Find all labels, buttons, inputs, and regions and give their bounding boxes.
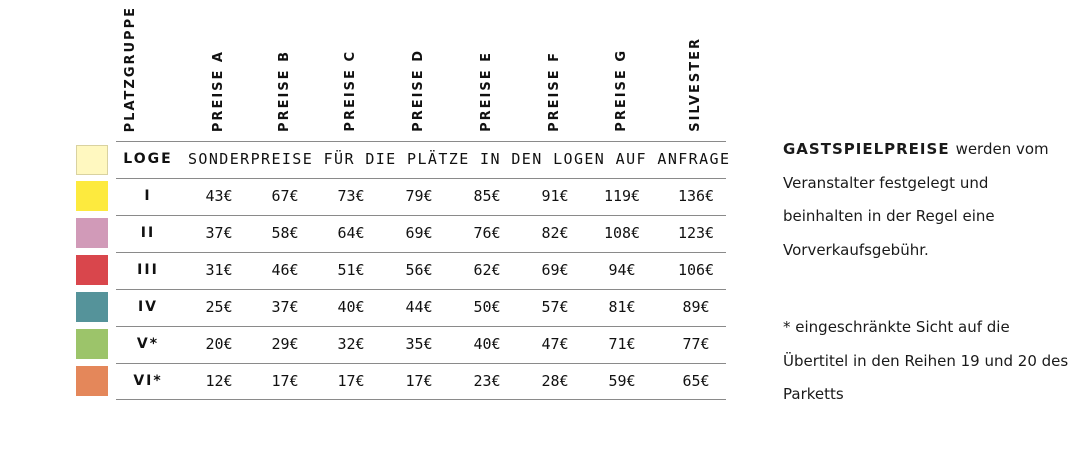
price-cell: 58€ xyxy=(271,224,299,242)
price-cell: 65€ xyxy=(682,372,710,390)
price-cell: 123€ xyxy=(677,224,715,242)
color-swatch-loge xyxy=(76,145,108,175)
row-label: I xyxy=(144,188,152,204)
price-cell: 57€ xyxy=(541,298,569,316)
row-label: III xyxy=(137,262,159,278)
price-cell: 29€ xyxy=(271,335,299,353)
footnote: * eingeschränkte Sicht auf die Übertitel in den Reihen 19 und 20 des Parketts xyxy=(783,318,1069,403)
price-cell: 25€ xyxy=(205,298,233,316)
price-cell: 56€ xyxy=(405,261,433,279)
price-cell: 76€ xyxy=(473,224,501,242)
table-divider xyxy=(116,252,726,253)
row-label-loge: LOGE xyxy=(123,151,173,167)
price-cell: 43€ xyxy=(205,187,233,205)
price-cell: 28€ xyxy=(541,372,569,390)
price-cell: 69€ xyxy=(541,261,569,279)
row-label: V* xyxy=(136,336,160,352)
color-swatch-group-5 xyxy=(76,329,108,359)
guest-prices-label: GASTSPIELPREISE xyxy=(783,140,950,158)
price-cell: 37€ xyxy=(271,298,299,316)
price-cell: 51€ xyxy=(337,261,365,279)
price-cell: 106€ xyxy=(677,261,715,279)
price-cell: 20€ xyxy=(205,335,233,353)
table-divider xyxy=(116,178,726,179)
price-cell: 108€ xyxy=(603,224,641,242)
column-header-preise-a: PREISE A xyxy=(211,49,226,132)
price-cell: 17€ xyxy=(405,372,433,390)
table-divider xyxy=(116,215,726,216)
price-cell: 81€ xyxy=(608,298,636,316)
price-cell: 47€ xyxy=(541,335,569,353)
guest-prices-text: werden vom Veranstalter festgelegt und beinhalten in der Regel eine Vorverkaufsgebühr. xyxy=(783,140,1049,259)
price-cell: 40€ xyxy=(473,335,501,353)
price-cell: 71€ xyxy=(608,335,636,353)
price-cell: 77€ xyxy=(682,335,710,353)
price-cell: 40€ xyxy=(337,298,365,316)
column-header-preise-e: PREISE E xyxy=(479,51,494,132)
price-cell: 79€ xyxy=(405,187,433,205)
table-divider xyxy=(116,141,726,142)
table-divider xyxy=(116,363,726,364)
price-cell: 69€ xyxy=(405,224,433,242)
column-header-silvester: SILVESTER xyxy=(688,37,703,132)
price-cell: 89€ xyxy=(682,298,710,316)
table-divider xyxy=(116,399,726,400)
color-swatch-group-2 xyxy=(76,218,108,248)
row-label: VI* xyxy=(133,373,163,389)
price-cell: 85€ xyxy=(473,187,501,205)
price-cell: 91€ xyxy=(541,187,569,205)
price-cell: 62€ xyxy=(473,261,501,279)
column-header-preise-b: PREISE B xyxy=(277,50,292,132)
guest-prices-note xyxy=(783,133,1073,267)
price-cell: 119€ xyxy=(603,187,641,205)
price-cell: 67€ xyxy=(271,187,299,205)
color-swatch-group-3 xyxy=(76,255,108,285)
price-cell: 44€ xyxy=(405,298,433,316)
color-swatch-group-4 xyxy=(76,292,108,322)
price-cell: 82€ xyxy=(541,224,569,242)
row-label: II xyxy=(140,225,156,241)
column-header-platzgruppe: PLATZGRUPPE xyxy=(123,5,138,132)
color-swatch-group-1 xyxy=(76,181,108,211)
price-cell: 73€ xyxy=(337,187,365,205)
price-cell: 23€ xyxy=(473,372,501,390)
loge-special-prices-text: SONDERPREISE FÜR DIE PLÄTZE IN DEN LOGEN AUF ANFRAGE xyxy=(188,150,731,168)
price-cell: 37€ xyxy=(205,224,233,242)
column-header-preise-d: PREISE D xyxy=(411,49,426,132)
table-divider xyxy=(116,289,726,290)
price-cell: 17€ xyxy=(337,372,365,390)
price-cell: 35€ xyxy=(405,335,433,353)
price-cell: 136€ xyxy=(677,187,715,205)
row-label: IV xyxy=(137,299,159,315)
table-divider xyxy=(116,326,726,327)
price-cell: 64€ xyxy=(337,224,365,242)
price-cell: 12€ xyxy=(205,372,233,390)
price-cell: 32€ xyxy=(337,335,365,353)
price-cell: 46€ xyxy=(271,261,299,279)
column-header-preise-c: PREISE C xyxy=(343,50,358,132)
price-cell: 94€ xyxy=(608,261,636,279)
price-cell: 17€ xyxy=(271,372,299,390)
column-header-preise-g: PREISE G xyxy=(614,49,629,132)
price-cell: 59€ xyxy=(608,372,636,390)
price-cell: 31€ xyxy=(205,261,233,279)
color-swatch-group-6 xyxy=(76,366,108,396)
price-cell: 50€ xyxy=(473,298,501,316)
column-header-preise-f: PREISE F xyxy=(547,51,562,132)
